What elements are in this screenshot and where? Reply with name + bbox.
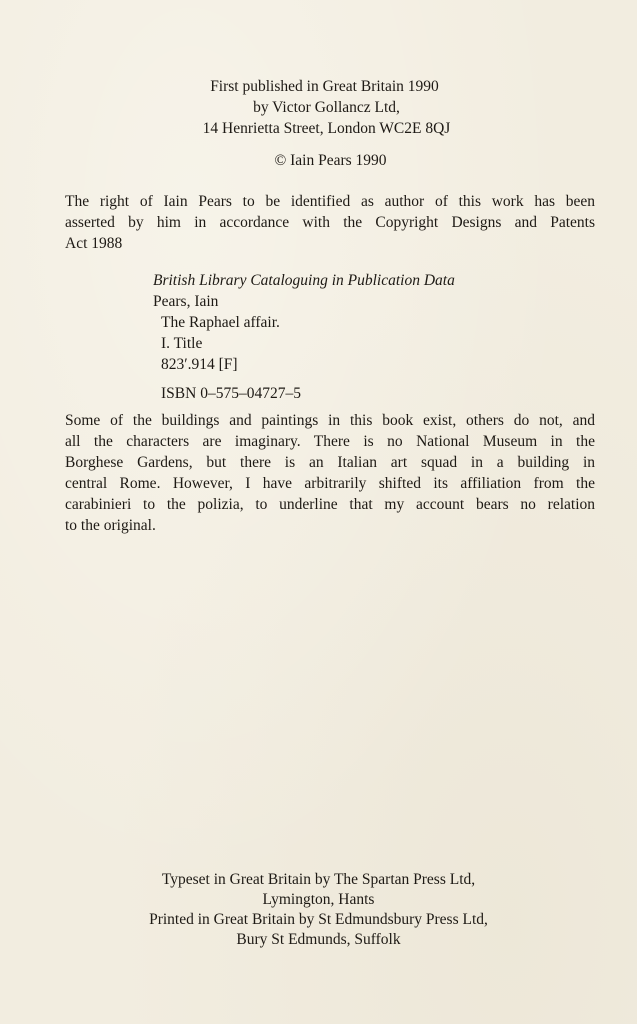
first-published-line: First published in Great Britain 1990 [210,78,439,95]
cataloguing-heading: British Library Cataloguing in Publication Data [153,272,455,289]
author-note [65,410,595,536]
typesetter-line: Typeset in Great Britain by The Spartan Press Ltd, [161,871,476,888]
moral-rights-statement [65,191,595,254]
rights-line: The right of Iain Pears to be identified as author of this work has been [65,193,595,210]
typesetter-location: Lymington, Hants [262,891,375,908]
isbn: ISBN 0–575–04727–5 [161,385,301,402]
publisher-name-line: by Victor Gollancz Ltd, [253,99,400,116]
note-line: to the original. [65,517,156,534]
copyright-notice: © Iain Pears 1990 [274,152,387,169]
catalog-title: The Raphael affair. [161,314,280,331]
note-line: central Rome. However, I have arbitrarily shifted its affiliation from the [65,475,595,492]
printer-line: Printed in Great Britain by St Edmundsbury Press Ltd, [149,911,488,928]
catalog-classification: 823′.914 [F] [161,356,238,373]
catalog-index: I. Title [161,335,203,352]
rights-line: Act 1988 [65,235,123,252]
publisher-address-line: 14 Henrietta Street, London WC2E 8QJ [202,120,451,137]
rights-line: asserted by him in accordance with the Copyright Designs and Patents [65,214,595,231]
cataloguing-data [153,270,455,404]
note-line: carabinieri to the polizia, to underline that my account bears no relation [65,496,595,513]
publisher-info [0,76,637,139]
printer-location: Bury St Edmunds, Suffolk [236,931,401,948]
note-line: Borghese Gardens, but there is an Italian art squad in a building in [65,454,595,471]
note-line: Some of the buildings and paintings in this book exist, others do not, and [65,412,595,429]
note-line: all the characters are imaginary. There is no National Museum in the [65,433,595,450]
printer-info [0,870,637,950]
catalog-author: Pears, Iain [153,293,219,310]
